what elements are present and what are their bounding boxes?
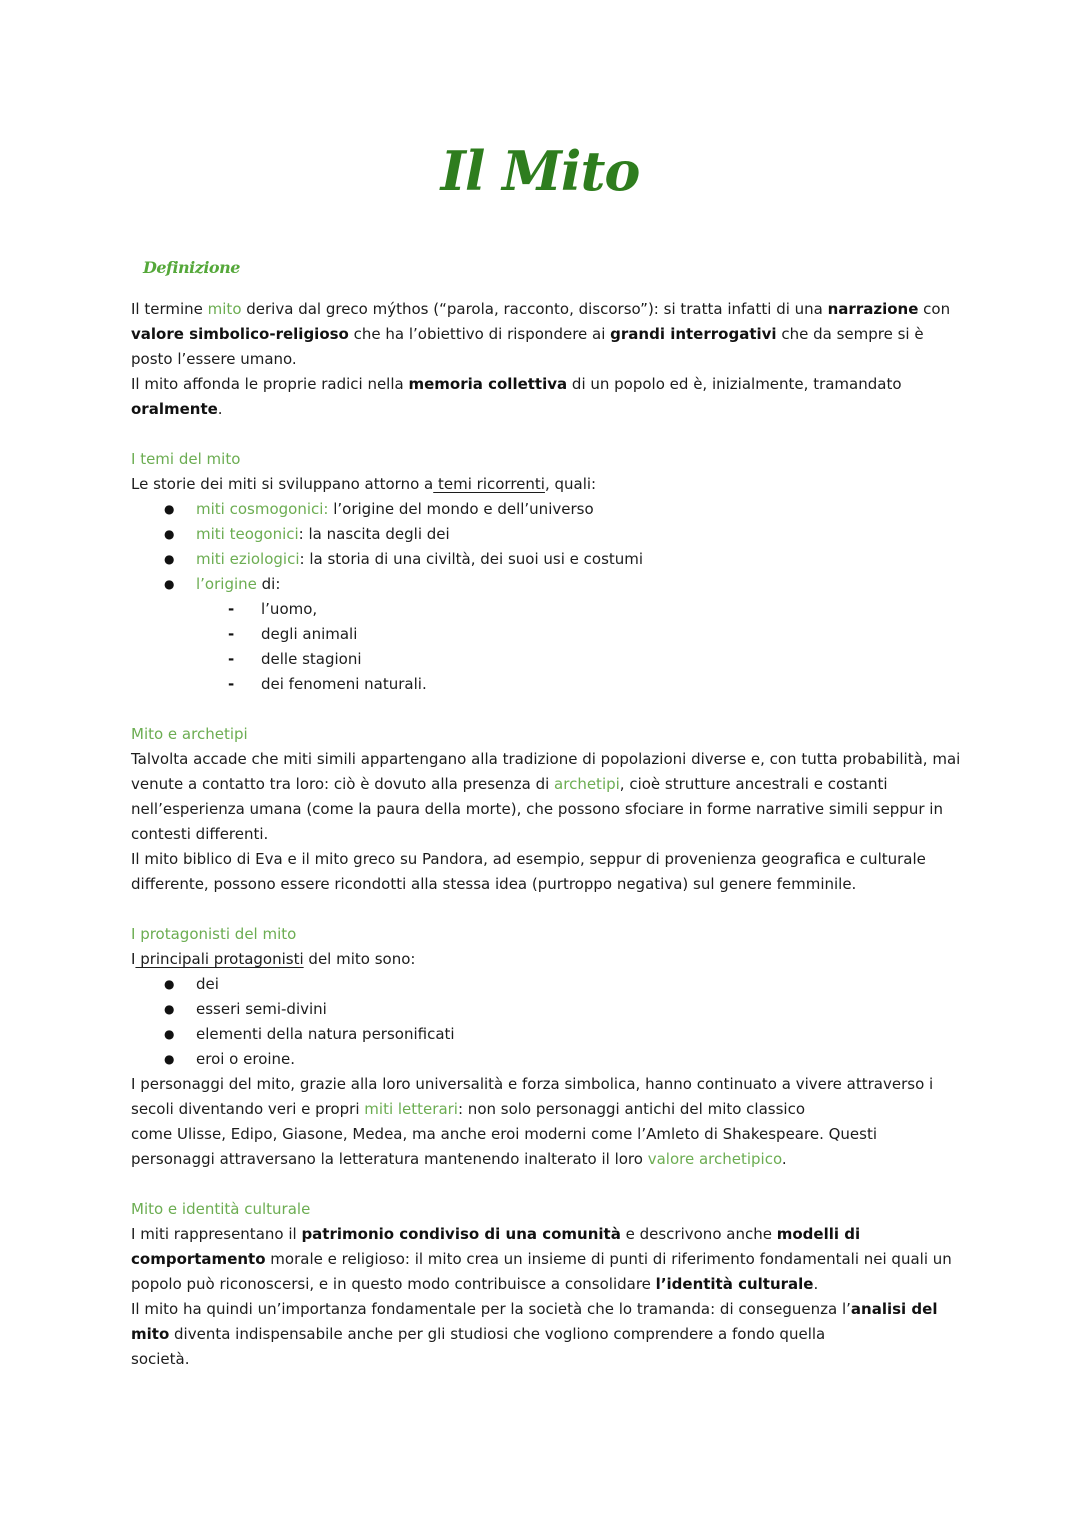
list-item <box>131 1047 961 1072</box>
paragraph <box>131 747 961 847</box>
paragraph <box>131 1072 961 1172</box>
paragraph <box>131 372 961 422</box>
page-title: Il Mito <box>440 139 640 203</box>
paragraph <box>131 1297 961 1372</box>
text-run: di: <box>256 575 281 593</box>
paragraph <box>131 847 961 897</box>
section-heading-temi: I temi del mito <box>131 450 241 468</box>
paragraph <box>131 472 961 497</box>
text-run: che da sempre si è posto l’essere umano. <box>131 325 924 368</box>
text-run: elementi della natura personificati <box>196 1025 455 1043</box>
section-heading-protagonisti: I protagonisti del mito <box>131 925 297 943</box>
text-run: diventa indispensabile anche per gli studiosi che vogliono comprendere a fondo quella <box>169 1325 826 1343</box>
highlight-text: valore archetipico <box>647 1150 782 1168</box>
bold-text: oralmente <box>131 400 218 418</box>
text-run: eroi o eroine. <box>196 1050 296 1068</box>
highlight-text: miti teogonici <box>196 525 299 543</box>
list-item <box>131 997 961 1022</box>
highlight-text: miti cosmogonici: <box>196 500 329 518</box>
text-run: . <box>217 400 223 418</box>
text-run: : non solo personaggi antichi del mito classico <box>457 1100 806 1118</box>
text-run: Le storie dei miti si sviluppano attorno a <box>131 475 434 493</box>
text-run: società. <box>131 1350 190 1368</box>
bold-text: grandi interrogativi <box>610 325 777 343</box>
text-run: I <box>131 950 136 968</box>
paragraph <box>131 297 961 372</box>
bold-text: patrimonio condiviso di una comunità <box>301 1225 621 1243</box>
text-run: , cioè strutture ancestrali e costanti nell’esperienza umana (come la paura della morte), che possono sfociare in forme narrative simili seppur in contesti differenti. <box>131 775 943 843</box>
text-run: esseri semi-divini <box>196 1000 327 1018</box>
text-run: che ha l’obiettivo di rispondere ai <box>348 325 611 343</box>
paragraph <box>131 947 961 972</box>
text-run: come Ulisse, Edipo, Giasone, Medea, ma anche eroi moderni come l’Amleto di Shakespeare. Questi personaggi attraversano la letteratura mantenendo inalterato il loro <box>131 1125 878 1168</box>
text-run: . <box>781 1150 787 1168</box>
list-item: - delle stagioni <box>131 647 961 672</box>
document-body <box>131 297 961 1372</box>
bold-text: memoria collettiva <box>408 375 568 393</box>
bold-text: narrazione <box>827 300 919 318</box>
text-run: , quali: <box>544 475 597 493</box>
text-run: con <box>918 300 951 318</box>
text-run: del mito sono: <box>303 950 416 968</box>
text-run: Il mito affonda le proprie radici nella <box>131 375 409 393</box>
text-run: : la storia di una civiltà, dei suoi usi e costumi <box>299 550 644 568</box>
text-run: morale e religioso: il mito crea un insieme di punti di riferimento fondamentali nei quali un popolo può riconoscersi, e in questo modo contribuisce a consolidare <box>131 1250 952 1293</box>
list-item <box>131 547 961 572</box>
section-heading-archetipi: Mito e archetipi <box>131 725 248 743</box>
bullet-list-temi <box>131 497 961 597</box>
bold-text: valore simbolico-religioso <box>131 325 349 343</box>
paragraph <box>131 1222 961 1297</box>
list-item: - degli animali <box>131 622 961 647</box>
highlight-text: l’origine <box>196 575 257 593</box>
highlight-text: archetipi <box>554 775 620 793</box>
highlight-text: miti eziologici <box>196 550 300 568</box>
text-run: I miti rappresentano il <box>131 1225 302 1243</box>
underlined-text: temi ricorrenti <box>433 475 545 493</box>
list-item <box>131 522 961 547</box>
underlined-text: principali protagonisti <box>135 950 304 968</box>
text-run: . <box>813 1275 819 1293</box>
text-run: Talvolta accade che miti simili appartengano alla tradizione di popolazioni diverse e, con tutta probabilità, mai venute a contatto tra loro: ciò è dovuto alla presenza di <box>131 750 961 793</box>
list-item: - dei fenomeni naturali. <box>131 672 961 697</box>
section-heading-definizione: Definizione <box>143 258 240 277</box>
bold-text: analisi del mito <box>131 1300 938 1343</box>
bold-text: modelli di comportamento <box>131 1225 861 1268</box>
text-run: l’origine del mondo e dell’universo <box>328 500 594 518</box>
bold-text: l’identità culturale <box>655 1275 814 1293</box>
bullet-list-protagonisti <box>131 972 961 1072</box>
text-run: Il termine <box>131 300 208 318</box>
list-item <box>131 497 961 522</box>
highlight-text: mito <box>207 300 242 318</box>
text-run: Il mito biblico di Eva e il mito greco su Pandora, ad esempio, seppur di provenienza geografica e culturale differente, possono essere ricondotti alla stessa idea (purtroppo negativa) sul genere femminile. <box>131 850 926 893</box>
text-run: e descrivono anche <box>620 1225 777 1243</box>
list-item <box>131 572 961 597</box>
highlight-text: miti letterari <box>364 1100 458 1118</box>
text-run: I personaggi del mito, grazie alla loro universalità e forza simbolica, hanno continuato a vivere attraverso i secoli diventando veri e propri <box>131 1075 934 1118</box>
list-item: - l’uomo, <box>131 597 961 622</box>
list-item <box>131 972 961 997</box>
text-run: di un popolo ed è, inizialmente, tramandato <box>567 375 902 393</box>
text-run: deriva dal greco mýthos (“parola, racconto, discorso”): si tratta infatti di una <box>241 300 828 318</box>
section-heading-identita: Mito e identità culturale <box>131 1200 311 1218</box>
text-run: : la nascita degli dei <box>298 525 450 543</box>
dash-list-origine <box>131 597 961 697</box>
text-run: Il mito ha quindi un’importanza fondamentale per la società che lo tramanda: di conseguenza l’ <box>131 1300 851 1318</box>
text-run: dei <box>196 975 219 993</box>
list-item <box>131 1022 961 1047</box>
